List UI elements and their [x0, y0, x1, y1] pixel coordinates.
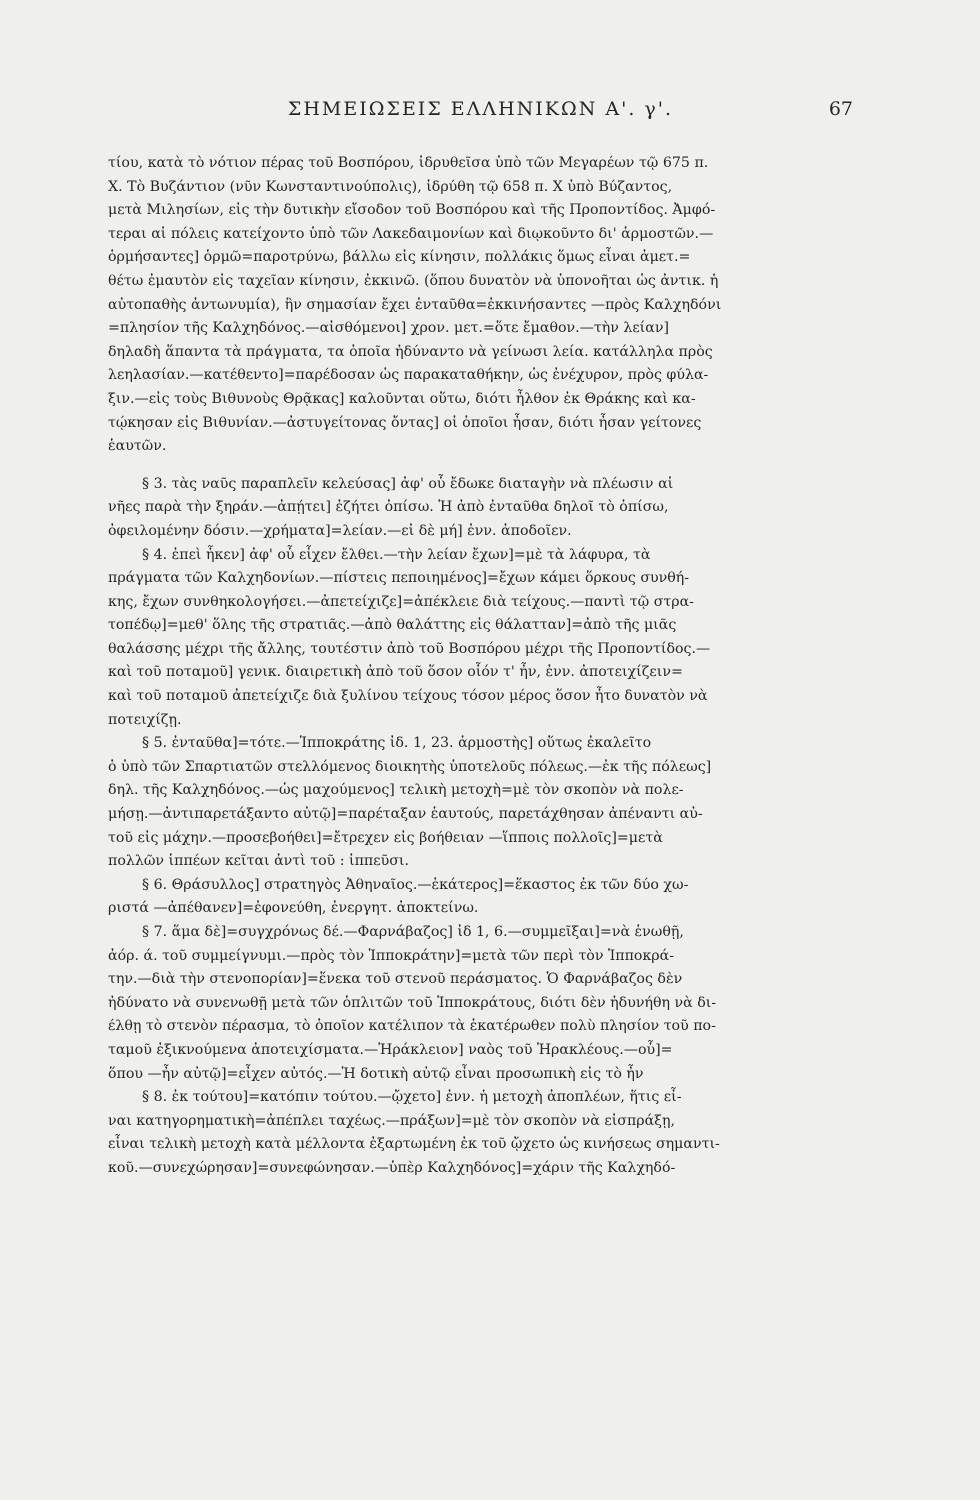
text-line: μετὰ Μιλησίων, εἰς τὴν δυτικὴν εἴσοδον τοῦ Βοσπόρου καὶ τῆς Προποντίδος. Ἀμφό- — [108, 202, 716, 219]
text-line: εἶναι τελικὴ μετοχὴ κατὰ μέλλοντα ἐξαρτωμένη ἐκ τοῦ ᾤχετο ὡς κινήσεως σημαντι- — [108, 1136, 720, 1153]
text-line: ὀφειλομένην δόσιν.—χρήματα]=λείαν.—εἰ δὲ μή] ἐνν. ἀποδοῖεν. — [108, 522, 572, 539]
text-line: τοπέδῳ]=μεθ' ὅλης τῆς στρατιᾶς.—ἀπὸ θαλάττης εἰς θάλατταν]=ἀπὸ τῆς μιᾶς — [108, 617, 677, 634]
text-line: ὅπου —ἦν αὐτῷ]=εἶχεν αὐτός.—Ἡ δοτικὴ αὐτῷ εἶναι προσωπικὴ εἰς τὸ ἦν — [108, 1065, 644, 1082]
text-line: ταμοῦ ἐξικνούμενα ἀποτειχίσματα.—Ἡράκλειον] ναὸς τοῦ Ἡρακλέους.—οὗ]= — [108, 1041, 673, 1058]
text-line: τοῦ εἰς μάχην.—προσεβοήθει]=ἔτρεχεν εἰς βοήθειαν —ἵπποις πολλοῖς]=μετὰ — [108, 829, 663, 846]
text-line: ὁ ὑπὸ τῶν Σπαρτιατῶν στελλόμενος διοικητὴς ὑποτελοῦς πόλεως.—ἐκ τῆς πόλεως] — [108, 758, 712, 775]
text-line: δηλ. τῆς Καλχηδόνος.—ὡς μαχούμενος] τελικὴ μετοχὴ=μὲ τὸν σκοπὸν νὰ πολε- — [108, 782, 684, 799]
text-line: θαλάσσης μέχρι τῆς ἄλλης, τουτέστιν ἀπὸ τοῦ Βοσπόρου μέχρι τῆς Προποντίδος.— — [108, 640, 711, 657]
text-line: αὐτοπαθὴς ἀντωνυμία), ἣν σημασίαν ἔχει ἐνταῦθα=ἐκκινήσαντες —πρὸς Καλχηδόνι — [108, 296, 722, 313]
text-line: ἠδύνατο νὰ συνενωθῇ μετὰ τῶν ὁπλιτῶν τοῦ Ἱπποκράτους, διότι δὲν ἠδυνήθη νὰ δι- — [108, 994, 717, 1011]
text-line: έλθῃ τὸ στενὸν πέρασμα, τὸ ὁποῖον κατέλιπον τὰ ἑκατέρωθεν πολὺ πλησίον τοῦ πο- — [108, 1018, 716, 1035]
text-line: καὶ τοῦ ποταμοῦ ἀπετείχιζε διὰ ξυλίνου τείχους τόσον μέρος ὅσον ἦτο δυνατὸν νὰ — [108, 688, 708, 705]
text-line: πράγματα τῶν Καλχηδονίων.—πίστεις πεποιημένος]=ἔχων κάμει ὅρκους συνθή- — [108, 570, 690, 587]
paragraph-start: § 4. ἐπεὶ ἧκεν] ἀφ' οὗ εἶχεν ἔλθει.—τὴν λείαν ἔχων]=μὲ τὰ λάφυρα, τὰ — [142, 546, 651, 563]
text-line: ἀόρ. ά. τοῦ συμμείγνυμι.—πρὸς τὸν Ἱπποκράτην]=μετὰ τῶν περὶ τὸν Ἱπποκρά- — [108, 947, 675, 964]
text-line: τίου, κατὰ τὸ νότιον πέρας τοῦ Βοσπόρου, ἱδρυθεῖσα ὑπὸ τῶν Μεγαρέων τῷ 675 π. — [108, 155, 709, 171]
running-head: ΣΗΜΕΙΩΣΕΙΣ ΕΛΛΗΝΙΚΩΝ Α'. γ'. — [287, 98, 674, 120]
text-line: ναι κατηγορηματικὴ=ἀπέπλει ταχέως.—πράξων]=μὲ τὸν σκοπὸν νὰ εἰσπράξῃ, — [108, 1112, 676, 1129]
paragraph-start: § 7. ἅμα δὲ]=συγχρόνως δέ.—Φαρνάβαζος] ἰδ 1, 6.—συμμεῖξαι]=νὰ ἑνωθῇ, — [142, 924, 684, 940]
paragraph-start: § 8. ἐκ τούτου]=κατόπιν τούτου.—ᾤχετο] ἐνν. ἡ μετοχὴ ἀποπλέων, ἥτις εἶ- — [142, 1089, 682, 1106]
text-line: νῆες παρὰ τὴν ξηράν.—ἀπῄτει] ἐζήτει ὀπίσω. Ἡ ἀπὸ ἐνταῦθα δηλοῖ τὸ ὀπίσω, — [108, 499, 669, 516]
paragraph-start: § 5. ἐνταῦθα]=τότε.—Ἱπποκράτης ἰδ. 1, 23. ἁρμοστὴς] οὕτως ἐκαλεῖτο — [142, 735, 652, 752]
text-line: ἑαυτῶν. — [108, 438, 167, 455]
text-line: =πλησίον τῆς Καλχηδόνος.—αἰσθόμενοι] χρον. μετ.=ὅτε ἔμαθον.—τὴν λείαν] — [108, 320, 669, 337]
text-line: πολλῶν ἱππέων κεῖται ἀντὶ τοῦ : ἱππεῦσι. — [108, 853, 409, 870]
paragraph-start: § 3. τὰς ναῦς παραπλεῖν κελεύσας] ἀφ' οὗ ἔδωκε διαταγὴν νὰ πλέωσιν αἱ — [142, 475, 674, 492]
text-line: τεραι αἱ πόλεις κατείχοντο ὑπὸ τῶν Λακεδαιμονίων καὶ διῳκοῦντο δι' ἁρμοστῶν.— — [108, 225, 714, 242]
text-line: ριστά —ἀπέθανεν]=ἐφονεύθη, ἐνεργητ. ἀποκτείνω. — [108, 900, 479, 917]
text-line: Χ. Τὸ Βυζάντιον (νῦν Κωνσταντινούπολις), ἱδρύθη τῷ 658 π. Χ ὑπὸ Βύζαντος, — [108, 178, 673, 195]
text-line: δηλαδὴ ἅπαντα τὰ πράγματα, τα ὁποῖα ἠδύναντο νὰ γείνωσι λεία. κατάλληλα πρὸς — [108, 343, 713, 360]
text-line: ποτειχίζῃ. — [108, 711, 182, 728]
text-line: την.—διὰ τὴν στενοπορίαν]=ἕνεκα τοῦ στενοῦ περάσματος. Ὁ Φαρνάβαζος δὲν — [108, 971, 683, 988]
page-number: 67 — [828, 98, 853, 120]
text-line: κοῦ.—συνεχώρησαν]=συνεφώνησαν.—ὑπὲρ Καλχηδόνος]=χάριν τῆς Καλχηδό- — [108, 1159, 676, 1176]
text-line: τῴκησαν εἰς Βιθυνίαν.—ἀστυγείτονας ὄντας] οἱ ὁποῖοι ἦσαν, διότι ἦσαν γείτονες — [108, 414, 702, 431]
text-line: λεηλασίαν.—κατέθεντο]=παρέδοσαν ὡς παρακαταθήκην, ὡς ἐνέχυρον, πρὸς φύλα- — [108, 367, 709, 384]
text-line: ξιν.—εἰς τοὺς Βιθυνοὺς Θρᾷκας] καλοῦνται οὕτω, διότι ἦλθον ἐκ Θράκης καὶ κα- — [108, 390, 696, 407]
page-header — [108, 98, 853, 124]
paragraph-start: § 6. Θράσυλλος] στρατηγὸς Ἀθηναῖος.—ἑκάτερος]=ἕκαστος ἐκ τῶν δύο χω- — [142, 876, 689, 893]
text-line: ὁρμήσαντες] ὁρμῶ=παροτρύνω, βάλλω εἰς κίνησιν, πολλάκις ὅμως εἶναι ἀμετ.= — [108, 249, 691, 266]
commentary-text — [108, 152, 860, 1181]
text-line: μήσῃ.—ἀντιπαρετάξαντο αὐτῷ]=παρέταξαν ἑαυτούς, παρετάχθησαν ἀπέναντι αὐ- — [108, 806, 703, 823]
text-line: θέτω ἐμαυτὸν εἰς ταχεῖαν κίνησιν, ἐκκινῶ. (ὅπου δυνατὸν νὰ ὑπονοῆται ὡς ἀντικ. ἡ — [108, 272, 719, 289]
text-line: κης, ἔχων συνθηκολογήσει.—ἀπετείχιζε]=ἀπέκλειε διὰ τείχους.—παντὶ τῷ στρα- — [108, 593, 694, 610]
text-line: καὶ τοῦ ποταμοῦ] γενικ. διαιρετικὴ ἀπὸ τοῦ ὅσον οἷόν τ' ἦν, ἐνν. ἀποτειχίζειν= — [108, 664, 683, 681]
